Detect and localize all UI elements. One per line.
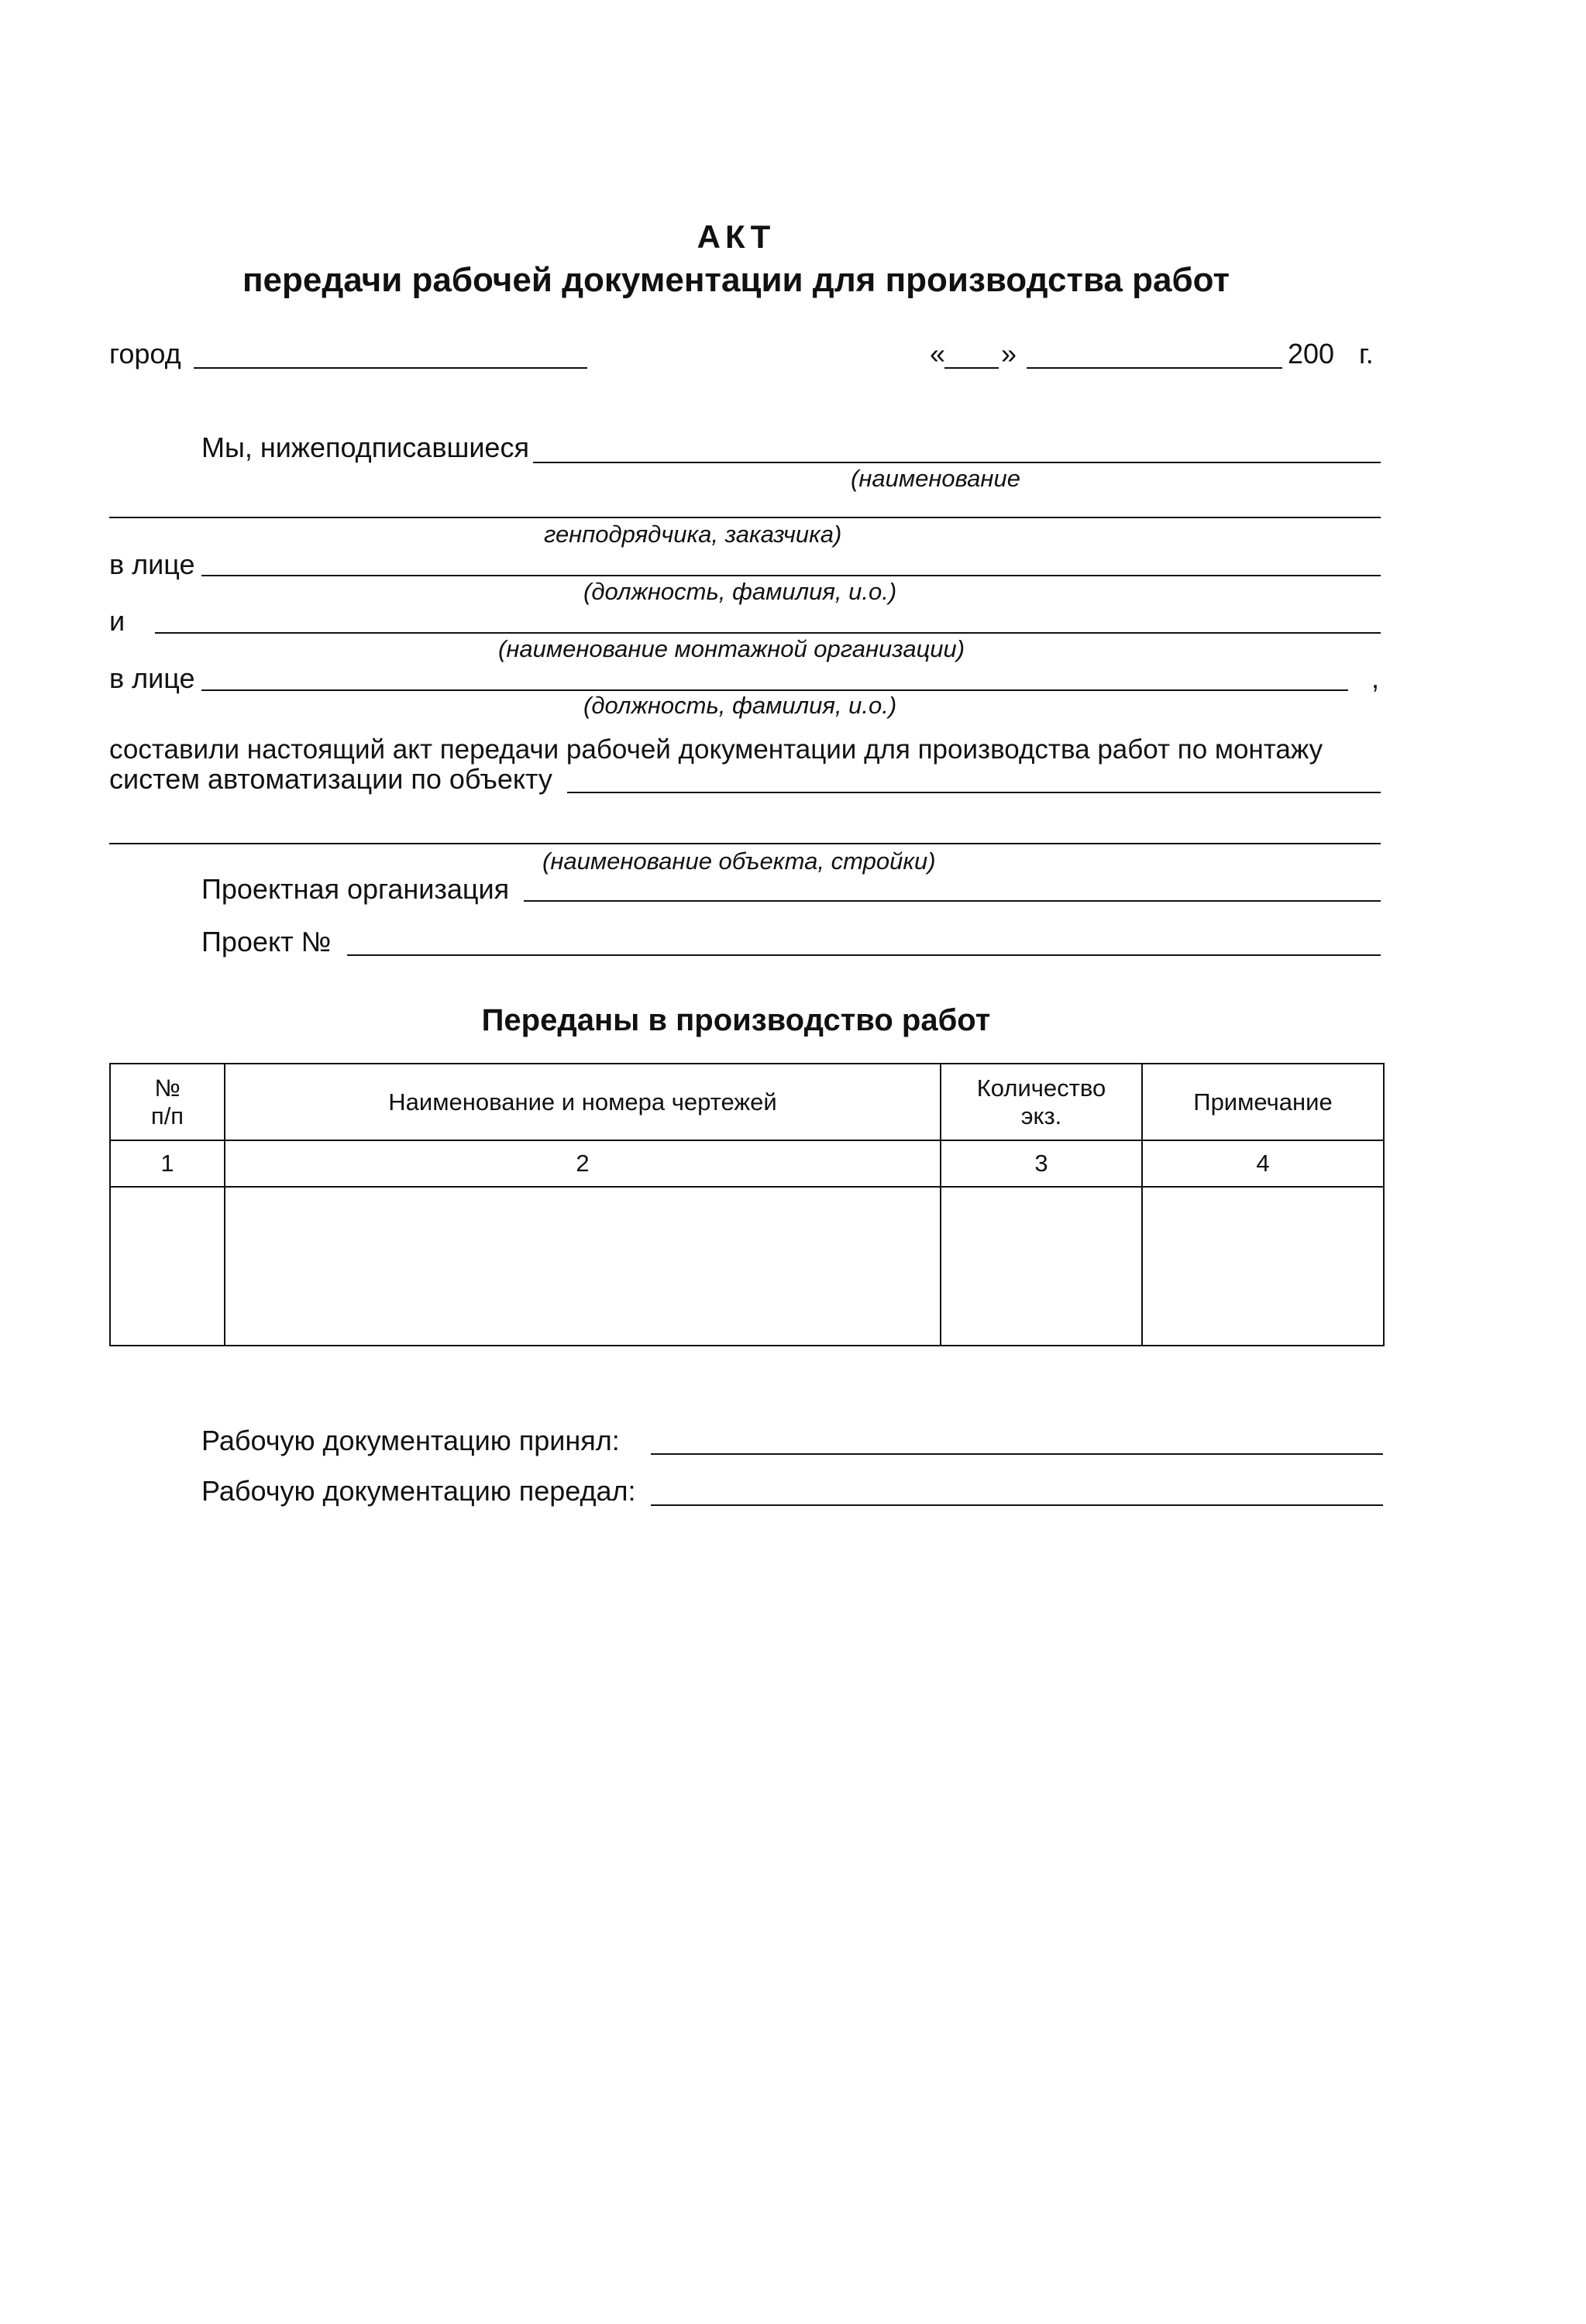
table-column-numbers-row [110, 1140, 1384, 1187]
documents-table [109, 1063, 1385, 1346]
hint-name: (наименование [851, 465, 1020, 492]
hint-position-1: (должность, фамилия, и.о.) [583, 578, 897, 605]
col-drawings-index: 2 [225, 1140, 941, 1187]
hint-position-2: (должность, фамилия, и.о.) [583, 692, 897, 719]
comma: , [1371, 662, 1380, 694]
in-person-label-2: в лице [109, 662, 195, 694]
document-subtitle: передачи рабочей документации для производства работ [242, 261, 1230, 299]
col-note-index: 4 [1142, 1140, 1384, 1187]
col-number-header [110, 1064, 225, 1140]
body-line-2: систем автоматизации по объекту [109, 763, 552, 795]
table-row [110, 1187, 1384, 1346]
col-number-index: 1 [110, 1140, 225, 1187]
table-cell-number[interactable] [110, 1187, 225, 1346]
col-quantity-header-line2: экз. [1020, 1102, 1062, 1129]
general-contractor-field-2[interactable] [109, 517, 1381, 518]
col-note-header: Примечание [1142, 1064, 1384, 1140]
representative-2-field[interactable] [201, 689, 1348, 691]
project-number-field[interactable] [347, 954, 1381, 956]
col-quantity-index: 3 [941, 1140, 1142, 1187]
month-field[interactable] [1027, 367, 1282, 369]
parties-intro: Мы, нижеподписавшиеся [201, 431, 529, 463]
date-quote-open: « [930, 338, 946, 370]
handed-label: Рабочую документацию передал: [201, 1475, 636, 1507]
design-org-field[interactable] [524, 900, 1381, 902]
table-cell-drawings[interactable] [225, 1187, 941, 1346]
installer-field[interactable] [155, 632, 1381, 634]
body-line-1: составили настоящий акт передачи рабочей документации для производства работ по монтажу [109, 734, 1323, 765]
col-number-header-line1: № [154, 1074, 181, 1102]
accepted-signature-field[interactable] [651, 1453, 1383, 1455]
city-field[interactable] [194, 367, 587, 369]
year-label: 200 [1288, 338, 1335, 370]
hint-object: (наименование объекта, стройки) [542, 847, 936, 875]
table-cell-quantity[interactable] [941, 1187, 1142, 1346]
col-drawings-header: Наименование и номера чертежей [225, 1064, 941, 1140]
hint-installer: (наименование монтажной организации) [498, 635, 965, 662]
table-heading: Переданы в производство работ [481, 1003, 991, 1037]
handed-signature-field[interactable] [651, 1504, 1383, 1506]
col-number-header-line2: п/п [150, 1102, 184, 1129]
year-suffix: г. [1359, 338, 1374, 370]
col-quantity-header-line1: Количество [976, 1074, 1106, 1102]
city-label: город [109, 338, 181, 370]
col-quantity-header [941, 1064, 1142, 1140]
and-label: и [109, 605, 126, 637]
object-field[interactable] [567, 792, 1381, 793]
project-number-label: Проект № [201, 926, 332, 957]
representative-1-field[interactable] [201, 575, 1381, 576]
table-header-row [110, 1064, 1384, 1140]
design-org-label: Проектная организация [201, 873, 510, 905]
table-cell-note[interactable] [1142, 1187, 1384, 1346]
accepted-label: Рабочую документацию принял: [201, 1425, 620, 1456]
date-quote-close: » [1001, 338, 1017, 370]
in-person-label-1: в лице [109, 548, 195, 580]
day-field[interactable] [944, 367, 999, 369]
object-field-2[interactable] [109, 843, 1381, 844]
hint-contractor: генподрядчика, заказчика) [544, 521, 842, 548]
document-title: АКТ [697, 218, 776, 255]
general-contractor-field[interactable] [533, 462, 1381, 463]
